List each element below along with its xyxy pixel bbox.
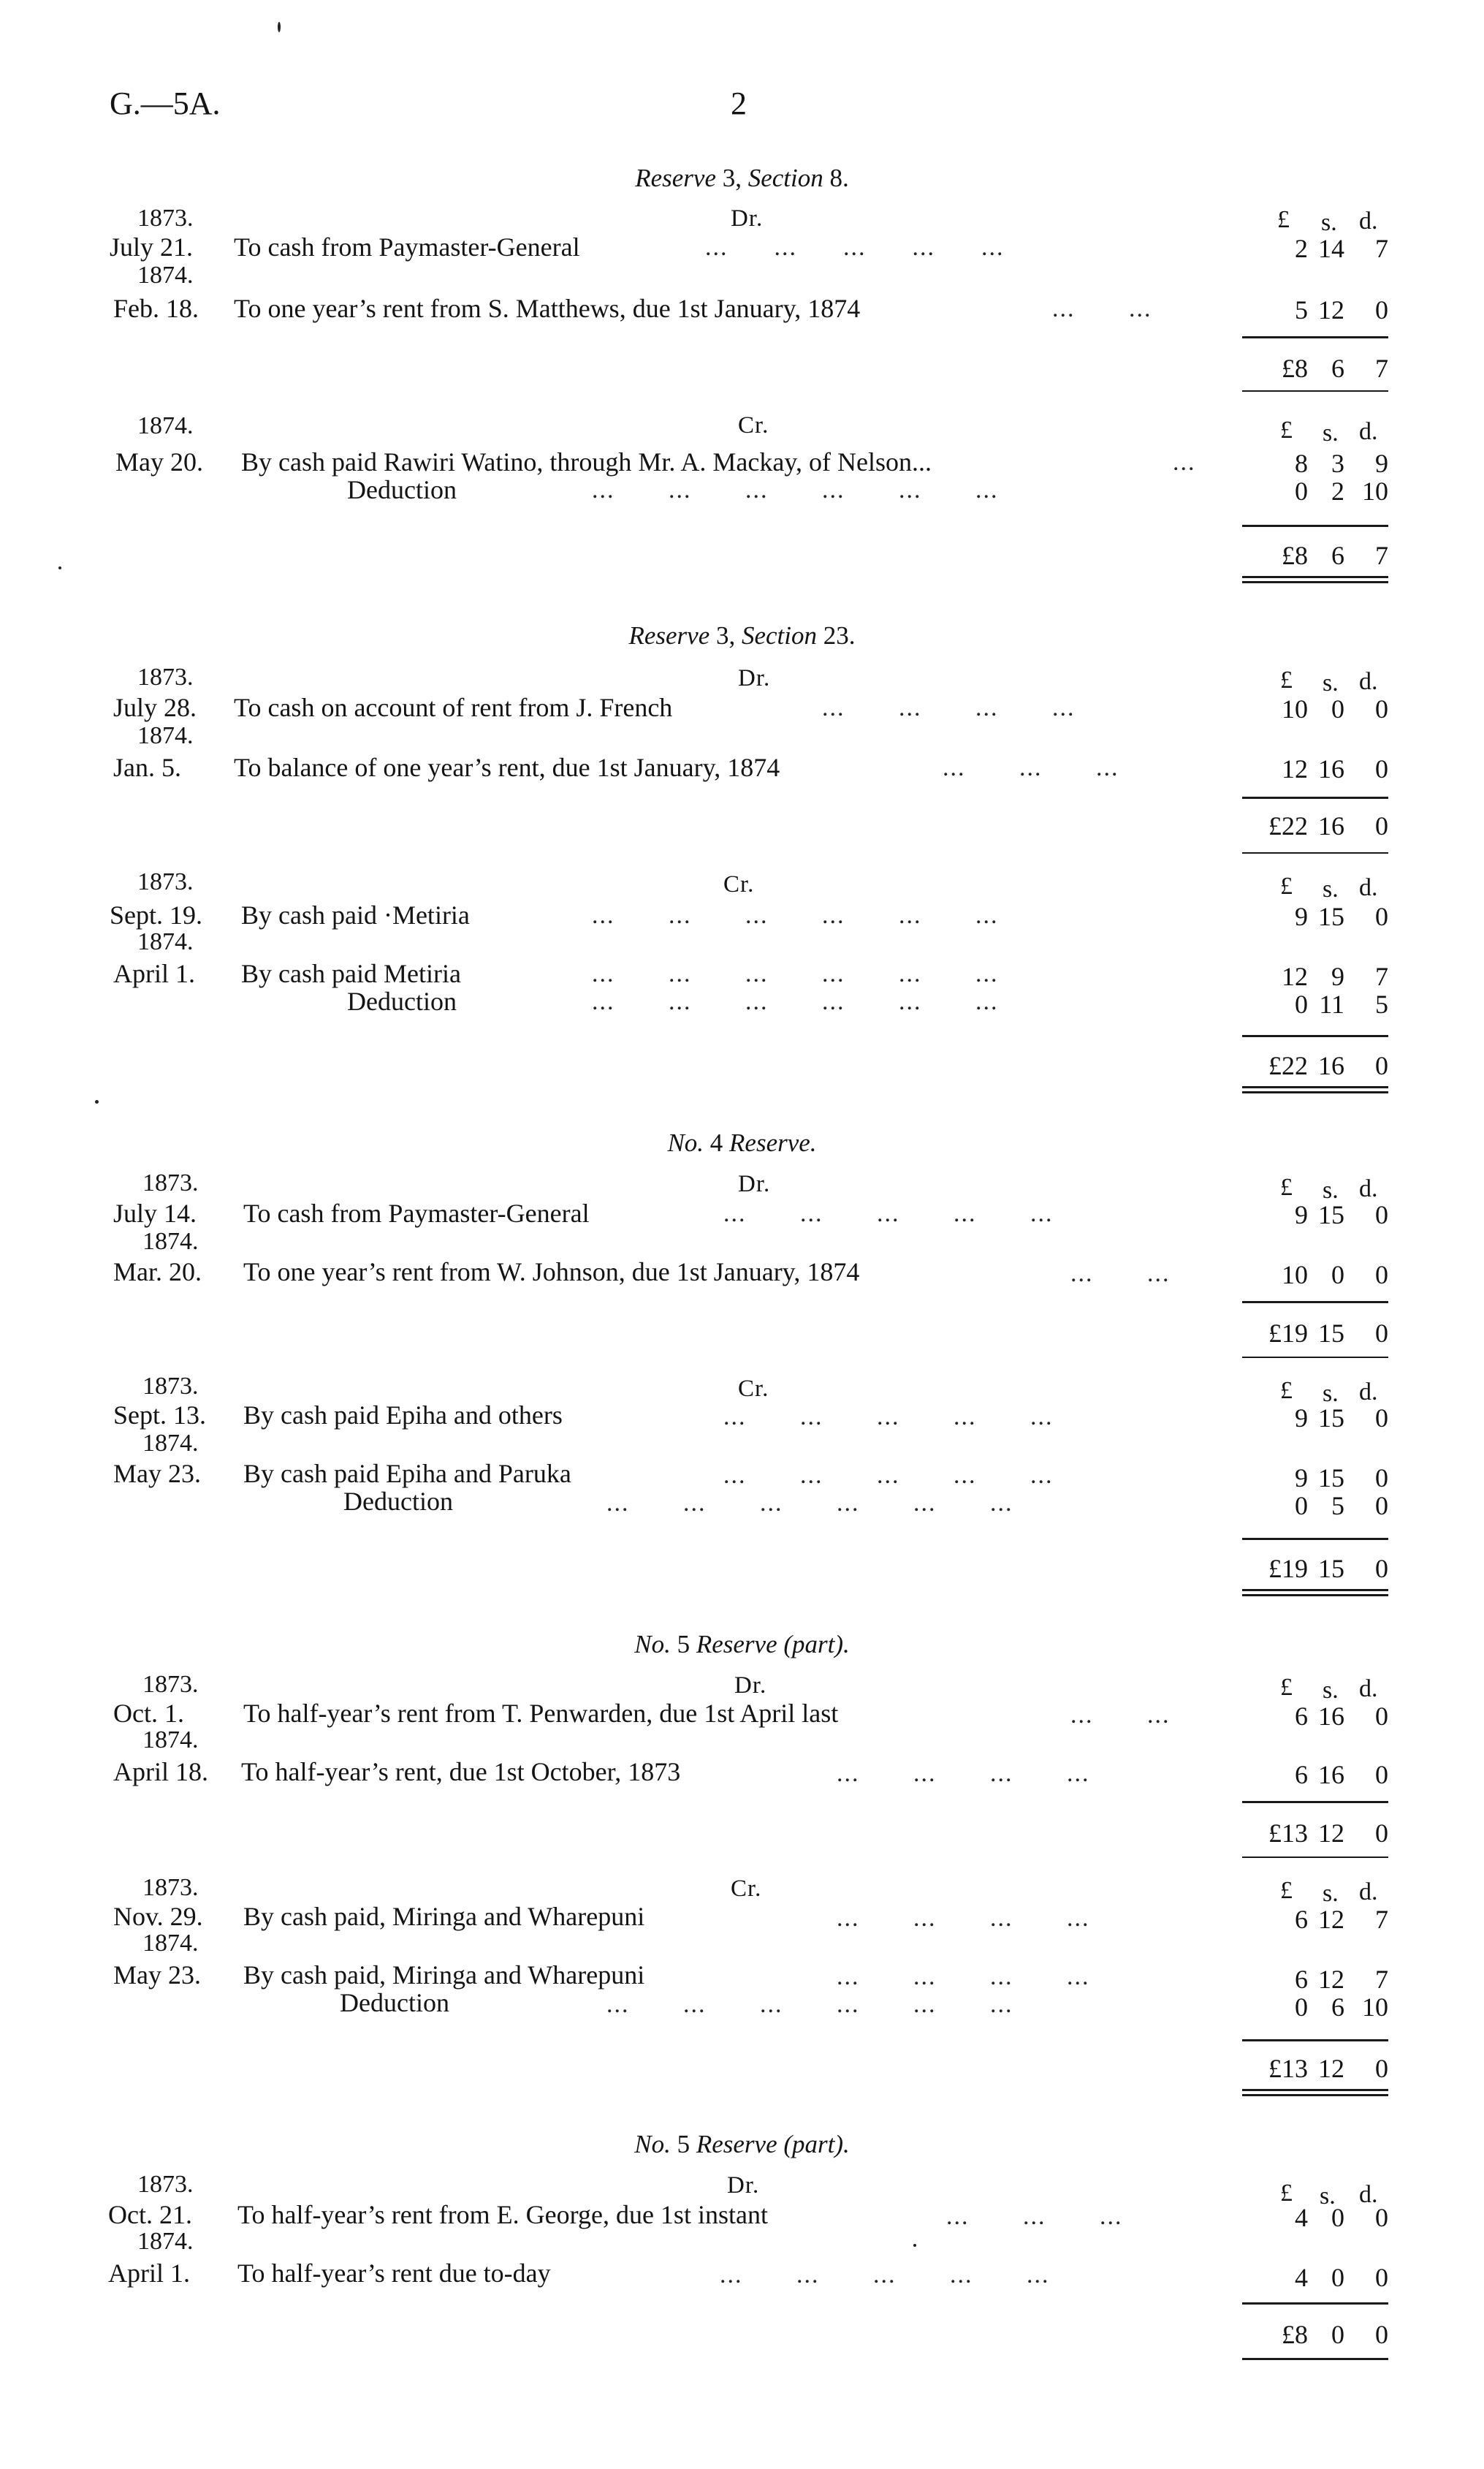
pence-header: d.: [1359, 418, 1378, 445]
pounds-header: £: [1280, 1674, 1293, 1701]
total-shillings: 15: [1318, 1319, 1344, 1348]
amount-pence: 7: [1375, 234, 1388, 263]
entry-text: By cash paid, Miringa and Wharepuni: [243, 1960, 645, 1990]
debit-label: Dr.: [738, 665, 771, 691]
year-label: 1874.: [142, 1430, 199, 1457]
amount-shillings: 12: [1318, 1965, 1344, 1994]
amount-pence: 10: [1362, 1992, 1388, 2022]
section-title-part: 8.: [823, 164, 849, 192]
credit-label: Cr.: [731, 1876, 762, 1902]
amount-pounds: 0: [1295, 477, 1308, 506]
amount-shillings: 2: [1331, 477, 1344, 506]
total-shillings: 6: [1331, 541, 1344, 570]
pounds-header: £: [1280, 1877, 1293, 1904]
amount-pounds: 9: [1295, 902, 1308, 931]
amount-pence: 0: [1375, 902, 1388, 931]
total-rule: [1242, 1301, 1388, 1303]
section-title-part: No.: [634, 2130, 671, 2158]
amount-pence: 0: [1375, 1760, 1388, 1789]
pence-header: d.: [1359, 1675, 1378, 1702]
entry-text: To cash on account of rent from J. French: [234, 693, 673, 722]
pounds-header: £: [1280, 417, 1293, 444]
section-title-part: (part).: [777, 1630, 850, 1658]
total-shillings: 16: [1318, 1051, 1344, 1080]
amount-shillings: 16: [1318, 1760, 1344, 1789]
total-pence: 0: [1375, 1051, 1388, 1080]
leader-dots: ... ... ...: [946, 2203, 1123, 2230]
entry-text: Deduction: [343, 1487, 453, 1516]
year-label: 1874.: [142, 1930, 199, 1957]
amount-pence: 0: [1375, 1403, 1388, 1433]
section-title-part: 5: [670, 1630, 696, 1658]
total-rule: [1242, 1801, 1388, 1803]
year-label: 1873.: [142, 1169, 199, 1196]
pounds-header: £: [1280, 873, 1293, 900]
shillings-header: s.: [1321, 209, 1337, 236]
total-pounds: £22: [1268, 811, 1308, 841]
total-rule: [1242, 1538, 1388, 1540]
amount-pence: 0: [1375, 2203, 1388, 2232]
pence-header: d.: [1359, 1878, 1378, 1905]
entry-text: By cash paid Metiria: [241, 959, 461, 988]
entry-text: By cash paid Epiha and Paruka: [243, 1459, 571, 1488]
entry-date: July 14.: [113, 1199, 197, 1228]
section-title-part: 3,: [715, 164, 748, 192]
total-pounds: £8: [1282, 541, 1308, 570]
total-rule: [1242, 2302, 1388, 2305]
entry-text: To half-year’s rent due to-day: [237, 2258, 551, 2288]
shillings-header: s.: [1323, 1177, 1339, 1204]
entry-date: April 1.: [113, 959, 195, 988]
entry-date: April 18.: [113, 1757, 208, 1786]
amount-shillings: 16: [1318, 1702, 1344, 1731]
amount-pence: 7: [1375, 1965, 1388, 1994]
year-label: 1873.: [137, 868, 194, 895]
double-rule: [1242, 1589, 1388, 1596]
amount-pence: 7: [1375, 962, 1388, 991]
double-rule: [1242, 2089, 1388, 2096]
section-title-part: No.: [667, 1129, 704, 1157]
shillings-header: s.: [1323, 1380, 1339, 1407]
amount-shillings: 15: [1318, 1200, 1344, 1229]
amount-pounds: 4: [1295, 2263, 1308, 2292]
shillings-header: s.: [1323, 670, 1339, 697]
leader-dots: ... ... ... ... ...: [723, 1200, 1054, 1227]
entry-text: To half-year’s rent from T. Penwarden, due 1st April last: [243, 1699, 839, 1728]
entry-date: Jan. 5.: [113, 753, 181, 782]
double-rule: [1242, 1086, 1388, 1093]
year-label: 1873.: [137, 205, 194, 232]
section-title-part: 3,: [709, 621, 742, 650]
total-rule: [1242, 2358, 1388, 2360]
amount-shillings: 0: [1331, 1260, 1344, 1289]
total-pounds: £19: [1268, 1319, 1308, 1348]
shillings-header: s.: [1320, 2182, 1336, 2210]
entry-date: Nov. 29.: [113, 1902, 203, 1931]
year-label: 1873.: [142, 1874, 199, 1901]
entry-text: Deduction: [340, 1988, 449, 2017]
total-rule: [1242, 390, 1388, 392]
amount-pence: 0: [1375, 295, 1388, 325]
entry-text: Deduction: [347, 475, 457, 504]
year-label: 1874.: [142, 1726, 199, 1753]
total-pounds: £22: [1268, 1051, 1308, 1080]
pence-header: d.: [1359, 2181, 1378, 2208]
leader-dots: ... ...: [1070, 1260, 1171, 1287]
total-shillings: 6: [1331, 354, 1344, 383]
total-pence: 0: [1375, 1554, 1388, 1583]
year-label: 1873.: [142, 1373, 199, 1400]
credit-label: Cr.: [723, 871, 755, 898]
amount-shillings: 12: [1318, 1905, 1344, 1934]
total-pence: 7: [1375, 354, 1388, 383]
section-title-part: (part).: [777, 2130, 850, 2158]
total-shillings: 0: [1331, 2320, 1344, 2349]
amount-pounds: 10: [1282, 694, 1308, 724]
entry-date: May 23.: [113, 1459, 201, 1488]
shillings-header: s.: [1323, 1880, 1339, 1907]
entry-text: To cash from Paymaster-General: [243, 1199, 590, 1228]
pence-header: d.: [1359, 668, 1378, 695]
amount-shillings: 15: [1318, 1463, 1344, 1493]
amount-shillings: 9: [1331, 962, 1344, 991]
amount-pence: 0: [1375, 694, 1388, 724]
pence-header: d.: [1359, 208, 1378, 235]
entry-date: July 28.: [113, 693, 197, 722]
year-label: 1874.: [142, 1228, 199, 1255]
leader-dots: ... ... ... ...: [837, 1963, 1090, 1990]
leader-dots: ... ... ... ... ...: [723, 1403, 1054, 1430]
document-reference: G.—5A.: [110, 86, 221, 121]
amount-pounds: 10: [1282, 1260, 1308, 1289]
year-label: 1874.: [137, 722, 194, 749]
amount-pounds: 0: [1295, 1491, 1308, 1520]
leader-dots: ... ... ...: [943, 754, 1119, 781]
leader-dots: ... ... ... ... ...: [720, 2261, 1050, 2288]
amount-pounds: 6: [1295, 1702, 1308, 1731]
amount-pounds: 12: [1282, 962, 1308, 991]
amount-pence: 0: [1375, 1491, 1388, 1520]
entry-text: To half-year’s rent, due 1st October, 1873: [241, 1757, 681, 1786]
section-title-part: No.: [634, 1630, 671, 1658]
total-rule: [1242, 1357, 1388, 1358]
total-pounds: £13: [1268, 1818, 1308, 1848]
entry-date: May 20.: [115, 447, 203, 477]
shillings-header: s.: [1323, 420, 1339, 447]
entry-date: Mar. 20.: [113, 1257, 202, 1286]
pounds-header: £: [1280, 1174, 1293, 1201]
amount-shillings: 5: [1331, 1491, 1344, 1520]
section-title-part: Reserve: [696, 1630, 777, 1658]
scan-speck: [278, 22, 281, 32]
section-title: [0, 2131, 1484, 2157]
amount-shillings: 14: [1318, 234, 1344, 263]
total-pounds: £19: [1268, 1554, 1308, 1583]
total-shillings: 16: [1318, 811, 1344, 841]
credit-label: Cr.: [738, 412, 769, 439]
section-title-part: Section: [741, 621, 818, 650]
entry-date: Feb. 18.: [113, 294, 199, 323]
total-pence: 7: [1375, 541, 1388, 570]
leader-dots: ... ... ... ... ... ...: [592, 477, 999, 504]
amount-pounds: 9: [1295, 1403, 1308, 1433]
amount-pence: 0: [1375, 2263, 1388, 2292]
amount-pounds: 6: [1295, 1760, 1308, 1789]
total-rule: [1242, 1035, 1388, 1037]
entry-date: Oct. 1.: [113, 1699, 184, 1728]
year-label: 1874.: [137, 262, 194, 289]
amount-pence: 5: [1375, 990, 1388, 1019]
total-shillings: 12: [1318, 2054, 1344, 2083]
entry-text: To one year’s rent from S. Matthews, due 1st January, 1874: [234, 294, 861, 323]
amount-pounds: 5: [1295, 295, 1308, 325]
double-rule: [1242, 576, 1388, 583]
pence-header: d.: [1359, 874, 1378, 901]
amount-pounds: 0: [1295, 990, 1308, 1019]
entry-text: By cash paid Epiha and others: [243, 1400, 563, 1430]
section-title: [0, 623, 1484, 648]
total-shillings: 15: [1318, 1554, 1344, 1583]
leader-dots: ... ... ... ... ... ...: [606, 1991, 1013, 2018]
leader-dots: ... ... ... ... ... ...: [592, 988, 999, 1015]
amount-pounds: 8: [1295, 449, 1308, 478]
amount-pounds: 9: [1295, 1463, 1308, 1493]
shillings-header: s.: [1323, 1677, 1339, 1704]
amount-pence: 0: [1375, 1200, 1388, 1229]
leader-dots: ... ... ... ... ...: [723, 1462, 1054, 1489]
section-title-part: Section: [747, 164, 823, 192]
amount-pence: 7: [1375, 1905, 1388, 1934]
entry-date: Sept. 13.: [113, 1400, 207, 1430]
entry-text: By cash paid, Miringa and Wharepuni: [243, 1902, 645, 1931]
amount-pence: 0: [1375, 754, 1388, 784]
total-rule: [1242, 2039, 1388, 2041]
amount-pence: 0: [1375, 1260, 1388, 1289]
shillings-header: s.: [1323, 876, 1339, 903]
section-title-part: Reserve: [628, 621, 710, 650]
leader-dots: ... ... ... ...: [837, 1905, 1090, 1932]
amount-shillings: 11: [1319, 990, 1344, 1019]
pounds-header: £: [1277, 206, 1290, 233]
page-number: 2: [731, 86, 747, 121]
section-title-part: Reserve: [635, 164, 716, 192]
entry-text: To half-year’s rent from E. George, due 1st instant: [237, 2200, 768, 2229]
year-label: 1874.: [137, 2228, 194, 2255]
total-pence: 0: [1375, 1818, 1388, 1848]
amount-pence: 10: [1362, 477, 1388, 506]
entry-date: April 1.: [108, 2258, 190, 2288]
amount-shillings: 12: [1318, 295, 1344, 325]
entry-text: Deduction: [347, 987, 457, 1016]
pence-header: d.: [1359, 1175, 1378, 1202]
entry-text: To one year’s rent from W. Johnson, due 1st January, 1874: [243, 1257, 860, 1286]
amount-shillings: 3: [1331, 449, 1344, 478]
pounds-header: £: [1280, 667, 1293, 694]
section-title-part: 23.: [817, 621, 856, 650]
amount-shillings: 15: [1318, 1403, 1344, 1433]
amount-shillings: 0: [1331, 694, 1344, 724]
total-pounds: £8: [1282, 354, 1308, 383]
total-rule: [1242, 336, 1388, 338]
entry-date: Oct. 21.: [108, 2200, 192, 2229]
section-title: [0, 1631, 1484, 1657]
year-label: 1873.: [137, 664, 194, 691]
amount-pence: 0: [1375, 1463, 1388, 1493]
total-pence: 0: [1375, 2320, 1388, 2349]
amount-shillings: 15: [1318, 902, 1344, 931]
total-pence: 0: [1375, 811, 1388, 841]
year-label: 1873.: [137, 2171, 194, 2198]
amount-pence: 9: [1375, 449, 1388, 478]
scan-speck: [95, 1100, 99, 1104]
total-pounds: £13: [1268, 2054, 1308, 2083]
pounds-header: £: [1280, 1377, 1293, 1404]
amount-pounds: 6: [1295, 1905, 1308, 1934]
scan-speck: [913, 2244, 916, 2247]
entry-text: To cash from Paymaster-General: [234, 232, 580, 262]
amount-pounds: 12: [1282, 754, 1308, 784]
amount-shillings: 0: [1331, 2203, 1344, 2232]
year-label: 1874.: [137, 928, 194, 955]
leader-dots: ... ... ... ... ... ...: [606, 1490, 1013, 1517]
entry-date: July 21.: [110, 232, 194, 262]
amount-shillings: 16: [1318, 754, 1344, 784]
section-title-part: 5: [670, 2130, 696, 2158]
leader-dots: ... ... ... ... ...: [705, 234, 1005, 261]
total-rule: [1242, 525, 1388, 527]
leader-dots: ... ... ... ...: [822, 694, 1076, 721]
debit-label: Dr.: [738, 1171, 771, 1197]
leader-dots: ...: [1173, 449, 1196, 476]
leader-dots: ... ... ... ...: [837, 1760, 1090, 1787]
amount-pounds: 6: [1295, 1965, 1308, 1994]
amount-pounds: 4: [1295, 2203, 1308, 2232]
total-pounds: £8: [1282, 2320, 1308, 2349]
leader-dots: ... ... ... ... ... ...: [592, 960, 999, 987]
scan-speck: [58, 566, 61, 569]
leader-dots: ... ... ... ... ... ...: [592, 902, 999, 929]
pounds-header: £: [1280, 2180, 1293, 2207]
section-title: [0, 165, 1484, 191]
entry-text: To balance of one year’s rent, due 1st January, 1874: [234, 753, 780, 782]
amount-pounds: 0: [1295, 1992, 1308, 2022]
section-title-part: Reserve: [696, 2130, 777, 2158]
entry-text: By cash paid ·Metiria: [241, 900, 470, 930]
amount-shillings: 0: [1331, 2263, 1344, 2292]
entry-date: May 23.: [113, 1960, 201, 1990]
credit-label: Cr.: [738, 1376, 769, 1402]
total-pence: 0: [1375, 2054, 1388, 2083]
debit-label: Dr.: [727, 2172, 760, 2199]
entry-text: By cash paid Rawiri Watino, through Mr. A. Mackay, of Nelson...: [241, 447, 932, 477]
amount-shillings: 6: [1331, 1992, 1344, 2022]
year-label: 1874.: [137, 412, 194, 439]
amount-pounds: 9: [1295, 1200, 1308, 1229]
leader-dots: ... ...: [1070, 1702, 1171, 1729]
section-title: [0, 1130, 1484, 1156]
total-rule: [1242, 1857, 1388, 1858]
pence-header: d.: [1359, 1378, 1378, 1406]
year-label: 1873.: [142, 1671, 199, 1698]
entry-date: Sept. 19.: [110, 900, 203, 930]
debit-label: Dr.: [734, 1672, 767, 1699]
total-rule: [1242, 797, 1388, 799]
section-title-part: Reserve.: [729, 1129, 817, 1157]
total-pence: 0: [1375, 1319, 1388, 1348]
total-shillings: 12: [1318, 1818, 1344, 1848]
section-title-part: 4: [704, 1129, 730, 1157]
total-rule: [1242, 852, 1388, 854]
leader-dots: ... ...: [1052, 295, 1152, 322]
amount-pence: 0: [1375, 1702, 1388, 1731]
debit-label: Dr.: [731, 205, 764, 232]
amount-pounds: 2: [1295, 234, 1308, 263]
